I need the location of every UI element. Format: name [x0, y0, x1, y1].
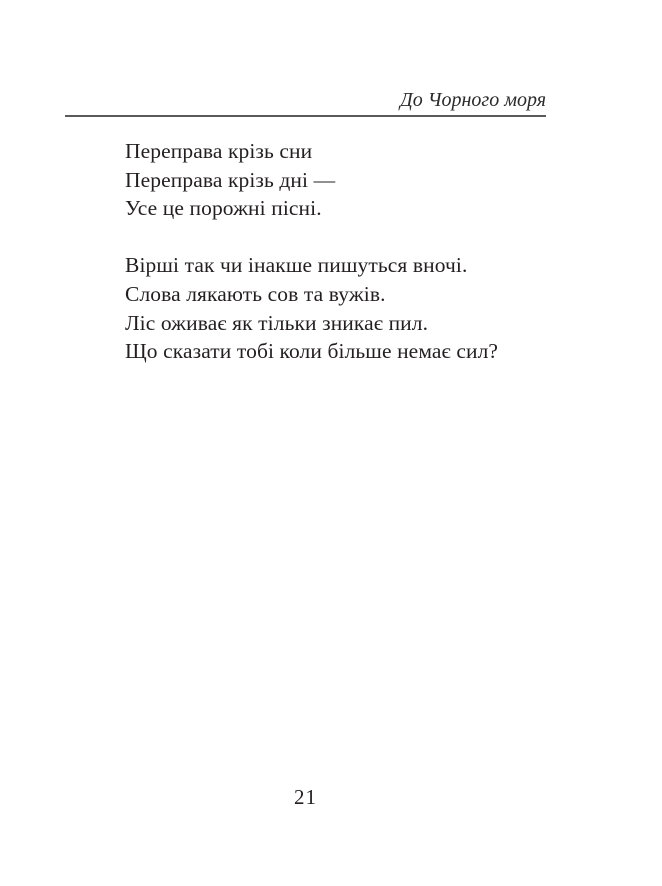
stanza [125, 251, 498, 365]
poem-line: Ліс оживає як тільки зникає пил. [125, 310, 429, 335]
page-number: 21 [294, 785, 317, 809]
poem-line: Вірші так чи інакше пишуться вночі. [125, 253, 468, 278]
poem-line: Усе це порожні пісні. [125, 196, 322, 221]
running-header [65, 88, 546, 117]
poem [125, 137, 498, 366]
running-header-title: До Чорного моря [399, 89, 546, 111]
poem-line: Переправа крізь дні — [125, 167, 336, 192]
poem-line: Що сказати тобі коли більше немає сил? [125, 339, 499, 364]
stanza [125, 137, 498, 223]
poem-line: Слова лякають сов та вужів. [125, 281, 386, 306]
poem-line: Переправа крізь сни [125, 139, 313, 163]
page-footer [65, 784, 546, 810]
